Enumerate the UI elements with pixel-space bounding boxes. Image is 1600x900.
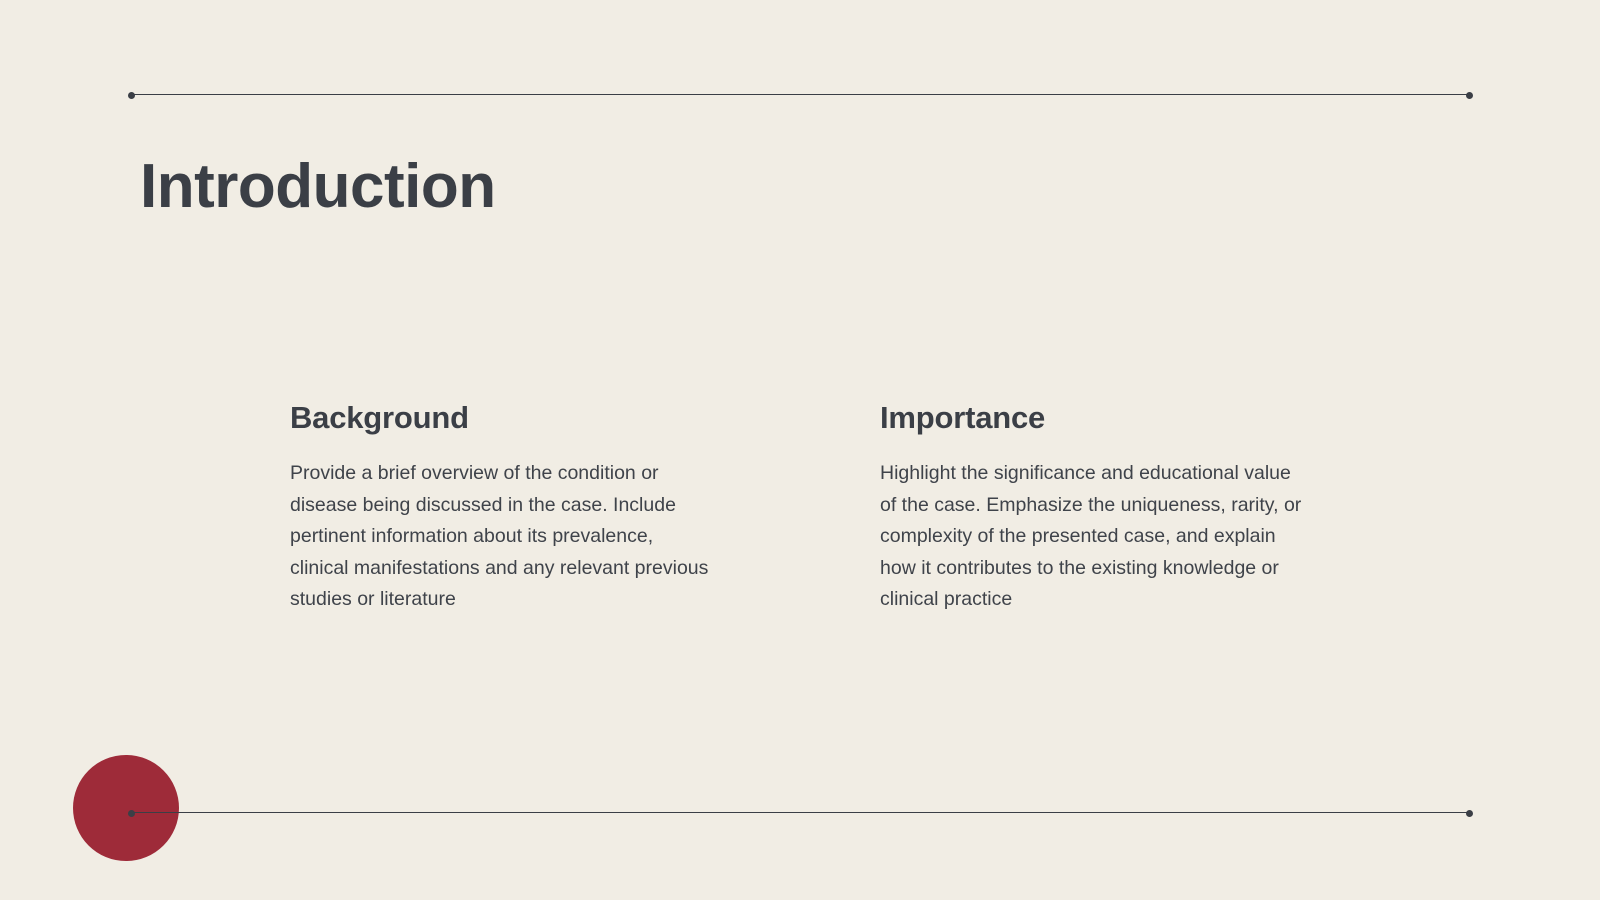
column-body-text: Highlight the significance and educational value of the case. Emphasize the uniqueness, rarity, or complexity of the presented case, and explain how it contributes to the existing knowledge or clinical practice <box>880 462 1302 611</box>
bottom-divider-rule <box>131 812 1469 813</box>
page-title: Introduction <box>140 151 496 221</box>
rule-end-dot-left-icon <box>128 92 135 99</box>
column-heading: Background <box>290 400 469 435</box>
rule-end-dot-right-icon <box>1466 810 1473 817</box>
rule-end-dot-left-icon <box>128 810 135 817</box>
column-importance <box>880 400 1305 616</box>
top-divider-rule <box>131 94 1469 95</box>
rule-end-dot-right-icon <box>1466 92 1473 99</box>
column-heading: Importance <box>880 400 1046 435</box>
column-background <box>290 400 715 616</box>
accent-circle-decoration <box>73 755 179 861</box>
column-body-text: Provide a brief overview of the condition or disease being discussed in the case. Include pertinent information about its prevalence, clinical manifestations and any relevant previous studies or literature <box>290 462 709 611</box>
content-columns <box>290 400 1410 616</box>
